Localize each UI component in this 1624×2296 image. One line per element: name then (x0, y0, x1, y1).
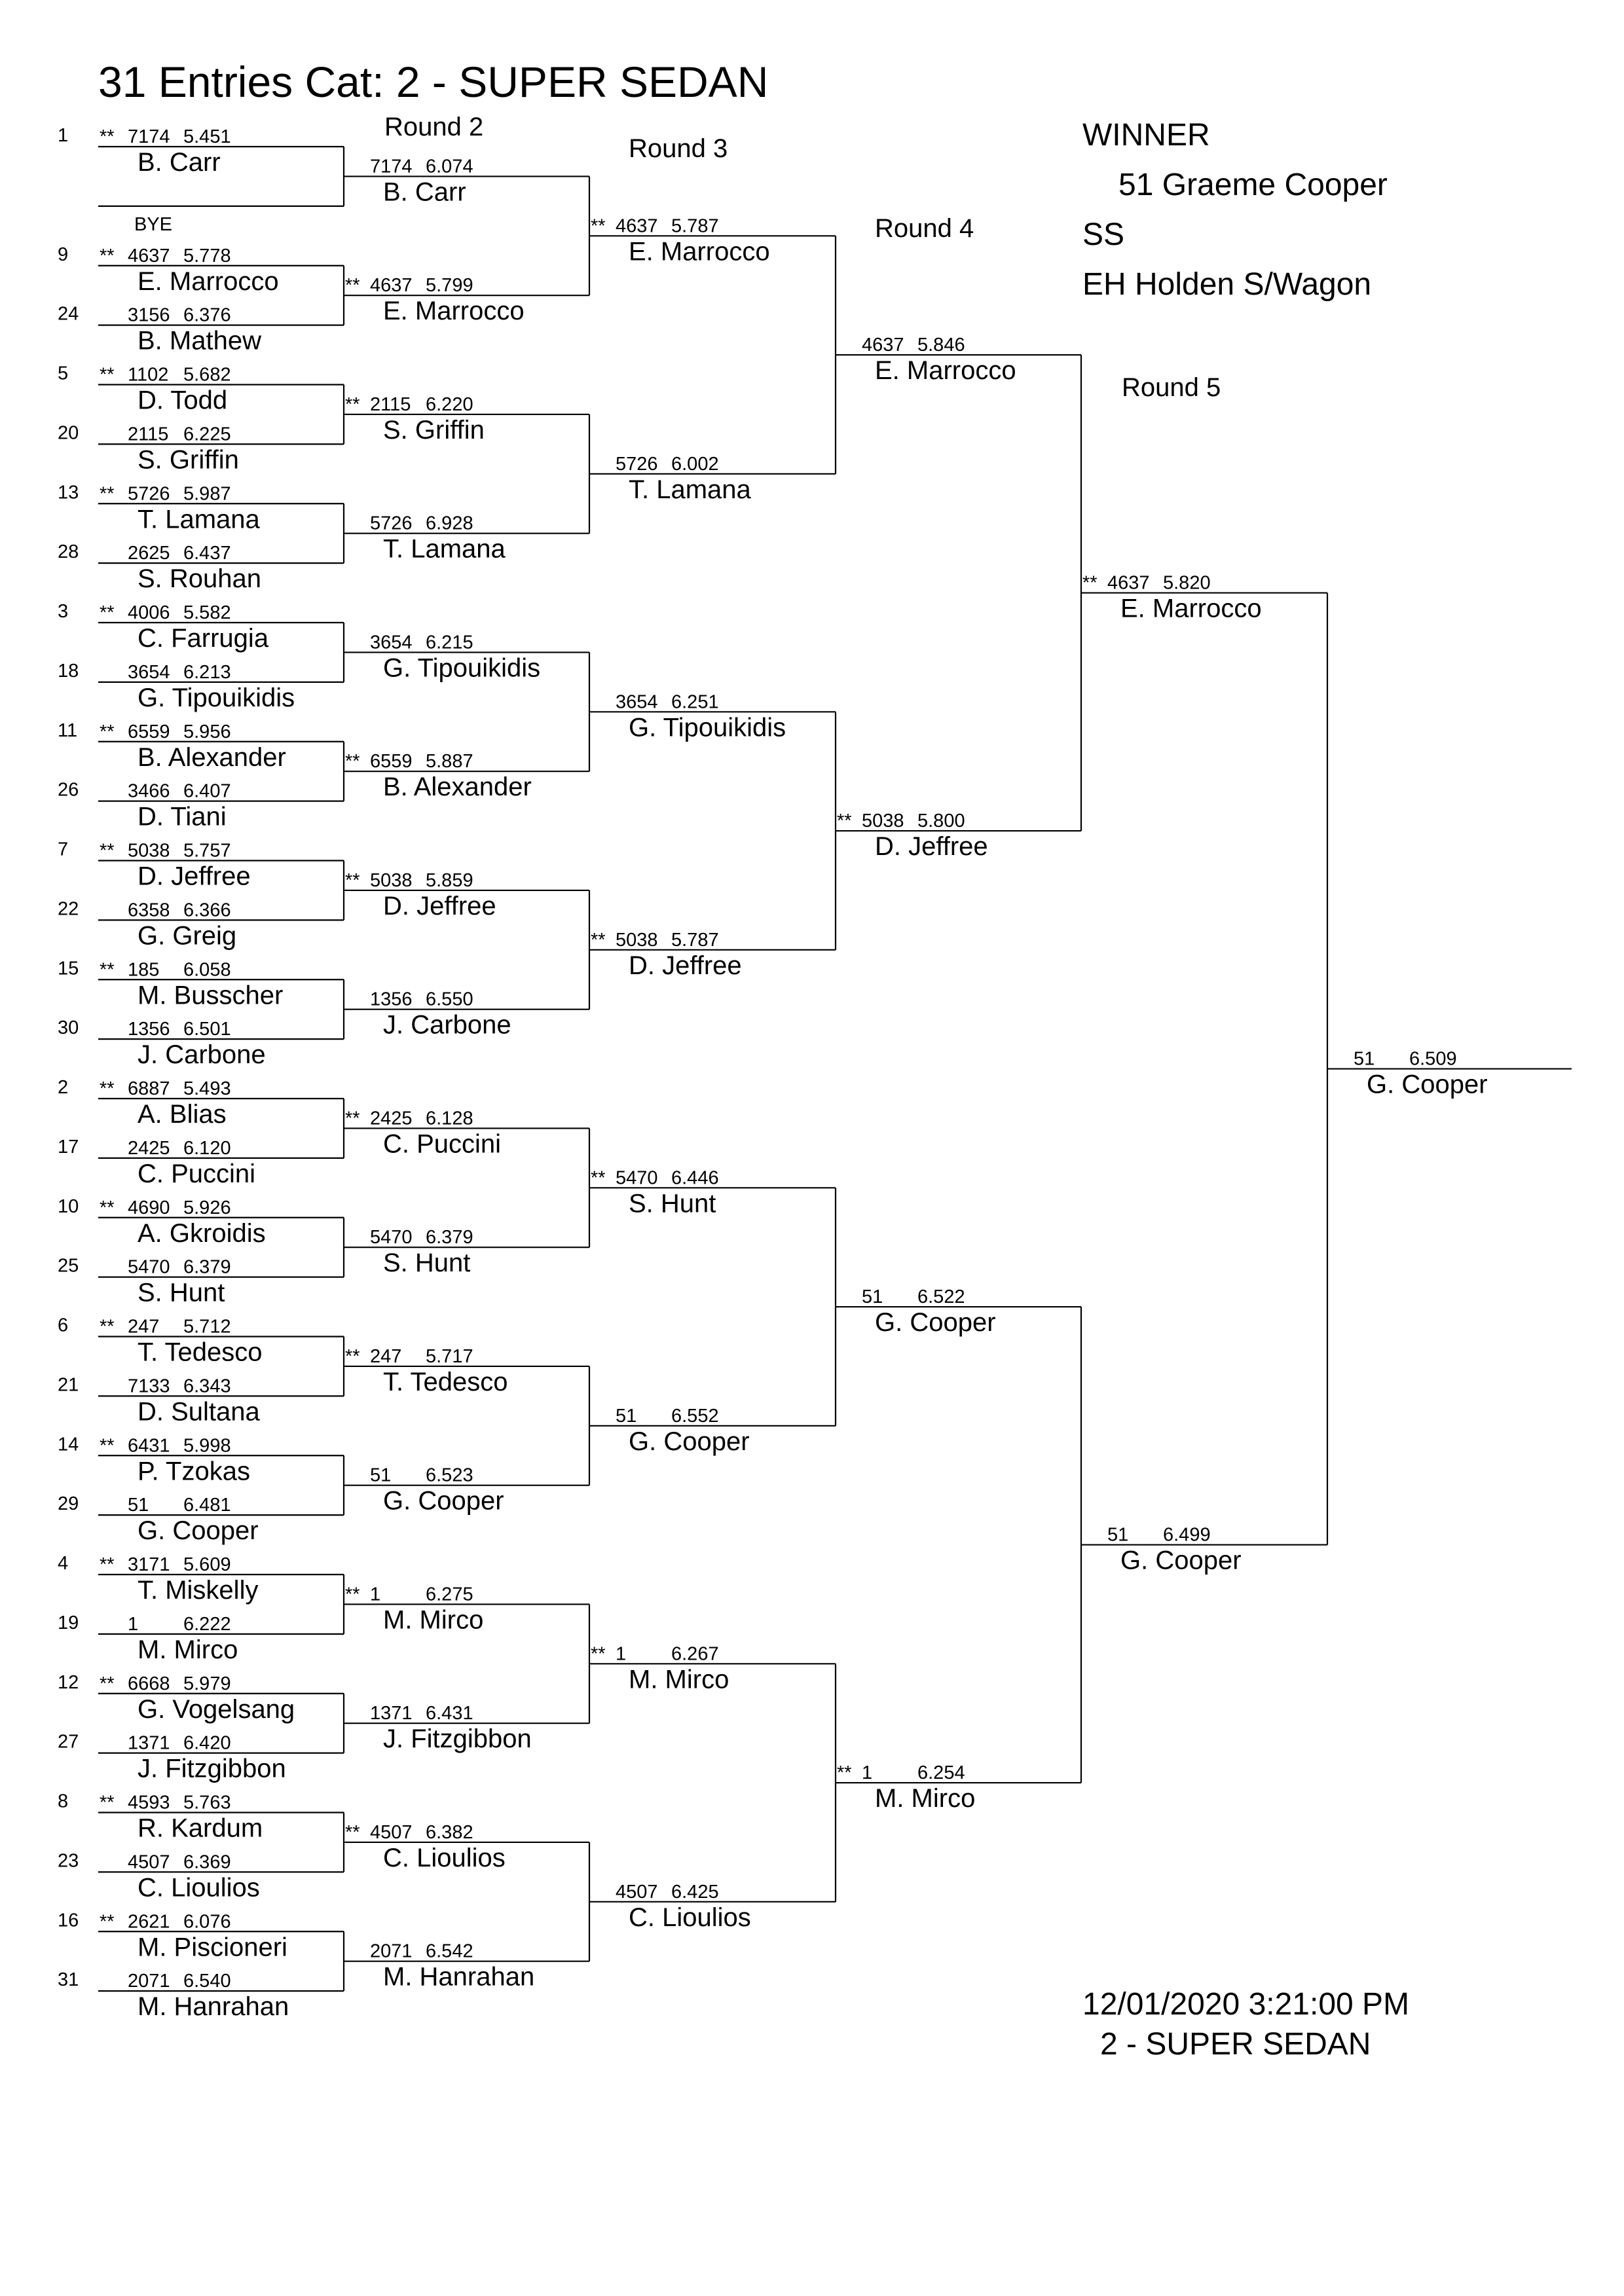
car-number: 5726 (128, 483, 170, 505)
round3-racer-name: G. Tipouikidis (629, 713, 786, 742)
car-number: 2071 (128, 1971, 170, 1992)
car-number: 4507 (128, 1851, 170, 1873)
car-number: 1 (128, 1613, 139, 1635)
round3-racer-name: S. Hunt (629, 1189, 716, 1218)
round2-racer-name: J. Fitzgibbon (383, 1724, 532, 1754)
elapsed-time: 6.076 (183, 1911, 231, 1933)
seed-number: 21 (58, 1374, 79, 1396)
round-3-label: Round 3 (629, 134, 728, 163)
round-5-label: Round 5 (1122, 373, 1221, 402)
elapsed-time: 6.074 (426, 156, 473, 177)
round1-racer-name: S. Rouhan (138, 564, 262, 594)
round1-racer-name: P. Tzokas (138, 1457, 250, 1486)
elapsed-time: 5.987 (183, 483, 231, 505)
car-number: 3654 (370, 632, 413, 653)
round2-racer-name: G. Cooper (383, 1486, 504, 1516)
elapsed-time: 6.267 (671, 1643, 719, 1665)
elapsed-time: 6.552 (671, 1405, 719, 1427)
qualifier-flag: ** (591, 1643, 606, 1665)
round1-racer-name: G. Cooper (138, 1516, 259, 1546)
car-number: 5726 (616, 453, 658, 475)
round5-racer-name: G. Cooper (1120, 1546, 1242, 1575)
elapsed-time: 5.717 (426, 1345, 473, 1367)
elapsed-time: 6.540 (183, 1971, 231, 1992)
seed-number: 12 (58, 1671, 79, 1693)
elapsed-time: 5.682 (183, 364, 231, 386)
round2-racer-name: B. Alexander (383, 773, 532, 802)
elapsed-time: 6.120 (183, 1137, 231, 1159)
car-number: 51 (370, 1465, 392, 1486)
elapsed-time: 5.820 (1163, 572, 1211, 594)
round1-racer-name: J. Fitzgibbon (138, 1754, 286, 1783)
round2-racer-name: C. Puccini (383, 1129, 502, 1159)
seed-number: 31 (58, 1969, 79, 1991)
seed-number: 29 (58, 1493, 79, 1515)
round5-racer-name: E. Marrocco (1120, 594, 1262, 623)
car-number: 6887 (128, 1078, 170, 1099)
elapsed-time: 6.499 (1163, 1524, 1211, 1546)
car-number: 1371 (370, 1703, 413, 1724)
round1-racer-name: S. Griffin (138, 445, 239, 475)
car-number: 1102 (128, 364, 169, 386)
round3-racer-name: T. Lamana (629, 475, 751, 504)
seed-number: 20 (58, 422, 79, 444)
winner-class: SS (1082, 217, 1125, 252)
elapsed-time: 5.451 (183, 126, 231, 147)
qualifier-flag: ** (345, 393, 360, 415)
car-number: 6559 (128, 721, 170, 742)
seed-number: 5 (58, 363, 69, 384)
car-number: 3171 (128, 1554, 170, 1575)
seed-number: 6 (58, 1315, 69, 1336)
winner-box (1082, 118, 1388, 302)
round1-racer-name: D. Tiani (138, 802, 227, 831)
elapsed-time: 6.407 (183, 780, 231, 802)
car-number: 247 (128, 1316, 160, 1338)
qualifier-flag: ** (100, 959, 115, 981)
round4-racer-name: E. Marrocco (875, 356, 1016, 386)
car-number: 4507 (370, 1821, 413, 1843)
qualifier-flag: ** (100, 245, 115, 266)
qualifier-flag: ** (100, 602, 115, 623)
qualifier-flag: ** (100, 1554, 115, 1575)
round1-racer-name: G. Tipouikidis (138, 683, 295, 712)
elapsed-time: 6.481 (183, 1495, 231, 1516)
seed-number: 2 (58, 1077, 69, 1098)
car-number: 51 (862, 1286, 883, 1308)
elapsed-time: 6.382 (426, 1821, 473, 1843)
car-number: 5726 (370, 513, 413, 534)
seed-number: 28 (58, 541, 79, 563)
elapsed-time: 6.128 (426, 1108, 473, 1129)
qualifier-flag: ** (345, 275, 360, 297)
qualifier-flag: ** (100, 1078, 115, 1099)
elapsed-time: 5.493 (183, 1078, 231, 1099)
qualifier-flag: ** (100, 1792, 115, 1813)
elapsed-time: 6.550 (426, 989, 473, 1010)
winner-entry: 51 Graeme Cooper (1118, 168, 1388, 202)
footer-datetime: 12/01/2020 3:21:00 PM (1082, 1987, 1410, 2022)
round3-racer-name: C. Lioulios (629, 1903, 751, 1932)
round1-racer-name: T. Miskelly (138, 1576, 259, 1605)
round1-racer-name: A. Blias (138, 1100, 227, 1129)
elapsed-time: 6.379 (183, 1256, 231, 1278)
round-2-label: Round 2 (384, 113, 484, 141)
qualifier-flag: ** (345, 869, 360, 891)
qualifier-flag: ** (100, 721, 115, 742)
round1-racer-name: B. Alexander (138, 742, 286, 772)
car-number: 1 (616, 1643, 627, 1665)
round1-racer-name: C. Farrugia (138, 624, 269, 653)
elapsed-time: 6.379 (426, 1227, 473, 1248)
seed-number: 11 (58, 720, 78, 741)
footer (1082, 1987, 1409, 2062)
round-4-label: Round 4 (875, 214, 974, 243)
round1-racer-name: J. Carbone (138, 1040, 266, 1070)
car-number: 5038 (862, 811, 904, 832)
car-number: 5470 (128, 1256, 170, 1278)
round1-racer-name: D. Todd (138, 386, 228, 415)
elapsed-time: 6.251 (671, 691, 719, 713)
elapsed-time: 5.787 (671, 929, 719, 951)
qualifier-flag: ** (345, 751, 360, 773)
car-number: 1 (862, 1762, 873, 1784)
elapsed-time: 5.712 (183, 1316, 231, 1338)
round1-racer-name: D. Sultana (138, 1397, 260, 1427)
car-number: 5038 (128, 840, 170, 862)
car-number: 2115 (370, 393, 411, 415)
seed-number: 10 (58, 1195, 79, 1217)
elapsed-time: 6.002 (671, 453, 719, 475)
final-racer-name: G. Cooper (1367, 1070, 1488, 1099)
elapsed-time: 5.998 (183, 1435, 231, 1457)
round3-racer-name: E. Marrocco (629, 237, 770, 266)
car-number: 6668 (128, 1673, 170, 1694)
round2-racer-name: M. Mirco (383, 1605, 484, 1635)
car-number: 4690 (128, 1197, 170, 1218)
car-number: 4637 (1107, 572, 1150, 594)
qualifier-flag: ** (100, 1435, 115, 1457)
round2-racer-name: C. Lioulios (383, 1843, 506, 1872)
seed-number: 9 (58, 244, 69, 265)
car-number: 1356 (370, 989, 413, 1010)
car-number: 3654 (616, 691, 658, 713)
round1-racer-name: B. Mathew (138, 326, 261, 355)
winner-vehicle: EH Holden S/Wagon (1082, 267, 1372, 302)
elapsed-time: 5.757 (183, 840, 231, 862)
round2-racer-name: T. Tedesco (383, 1367, 508, 1396)
qualifier-flag: ** (100, 1197, 115, 1218)
elapsed-time: 5.846 (917, 335, 965, 356)
car-number: 3466 (128, 780, 170, 802)
round1-racer-name: C. Puccini (138, 1159, 256, 1188)
qualifier-flag: ** (100, 483, 115, 505)
elapsed-time: 6.215 (426, 632, 473, 653)
elapsed-time: 5.979 (183, 1673, 231, 1694)
round2-racer-name: D. Jeffree (383, 891, 496, 920)
round3-racer-name: D. Jeffree (629, 951, 742, 980)
footer-category: 2 - SUPER SEDAN (1100, 2027, 1371, 2062)
car-number: 51 (616, 1405, 637, 1427)
round1-racer-name: G. Vogelsang (138, 1694, 295, 1724)
elapsed-time: 5.800 (917, 811, 965, 832)
car-number: 247 (370, 1345, 402, 1367)
seed-number: 1 (58, 125, 69, 146)
elapsed-time: 6.501 (183, 1019, 231, 1040)
round2-racer-name: T. Lamana (383, 534, 506, 564)
seed-number: 14 (58, 1434, 79, 1455)
seed-number: 18 (58, 660, 79, 682)
car-number: 3156 (128, 304, 170, 326)
car-number: 4006 (128, 602, 170, 623)
elapsed-time: 6.509 (1409, 1048, 1457, 1070)
round2-racer-name: J. Carbone (383, 1010, 511, 1040)
elapsed-time: 6.542 (426, 1941, 473, 1962)
car-number: 2621 (128, 1911, 170, 1933)
car-number: 1371 (128, 1732, 170, 1754)
seed-number: 25 (58, 1255, 79, 1277)
seed-number: 23 (58, 1850, 79, 1872)
round2-racer-name: B. Carr (383, 177, 466, 207)
qualifier-flag: ** (100, 1673, 115, 1694)
round1-racer-name: C. Lioulios (138, 1873, 260, 1903)
seed-number: 7 (58, 839, 69, 860)
elapsed-time: 5.609 (183, 1554, 231, 1575)
elapsed-time: 6.343 (183, 1376, 231, 1397)
elapsed-time: 6.058 (183, 959, 231, 981)
qualifier-flag: ** (100, 840, 115, 862)
elapsed-time: 5.582 (183, 602, 231, 623)
qualifier-flag: ** (100, 364, 115, 386)
car-number: 6431 (128, 1435, 170, 1457)
car-number: 4637 (616, 215, 658, 237)
elapsed-time: 5.799 (426, 275, 473, 297)
seed-number: 4 (58, 1553, 69, 1574)
car-number: 2071 (370, 1941, 413, 1962)
car-number: 2625 (128, 543, 170, 564)
qualifier-flag: ** (591, 929, 606, 951)
round1-racer-name: B. Carr (138, 148, 221, 177)
car-number: 2425 (370, 1108, 413, 1129)
round2-racer-name: M. Hanrahan (383, 1962, 535, 1992)
round4-racer-name: D. Jeffree (875, 832, 988, 862)
round1-racer-name: S. Hunt (138, 1278, 225, 1307)
round1-racer-name: M. Hanrahan (138, 1992, 289, 2022)
qualifier-flag: ** (591, 1167, 606, 1189)
elapsed-time: 6.522 (917, 1286, 965, 1308)
qualifier-flag: ** (345, 1584, 360, 1605)
elapsed-time: 6.366 (183, 900, 231, 921)
winner-label: WINNER (1082, 118, 1210, 153)
car-number: 51 (128, 1495, 149, 1516)
round2-racer-name: S. Griffin (383, 415, 485, 445)
elapsed-time: 6.222 (183, 1613, 231, 1635)
car-number: 5470 (616, 1167, 658, 1189)
round4-racer-name: M. Mirco (875, 1784, 976, 1813)
elapsed-time: 6.523 (426, 1465, 473, 1486)
car-number: 6559 (370, 751, 413, 773)
elapsed-time: 6.220 (426, 393, 473, 415)
round2-racer-name: S. Hunt (383, 1248, 471, 1278)
elapsed-time: 5.926 (183, 1197, 231, 1218)
seed-number: 26 (58, 779, 79, 801)
elapsed-time: 5.787 (671, 215, 719, 237)
car-number: 1 (370, 1584, 381, 1605)
elapsed-time: 5.859 (426, 869, 473, 891)
round4-racer-name: G. Cooper (875, 1308, 996, 1338)
qualifier-flag: ** (837, 811, 852, 832)
page-title: 31 Entries Cat: 2 - SUPER SEDAN (98, 58, 769, 106)
qualifier-flag: ** (100, 126, 115, 147)
seed-number: 27 (58, 1731, 79, 1753)
seed-number: 22 (58, 898, 79, 920)
elapsed-time: 6.254 (917, 1762, 965, 1784)
seed-number: 24 (58, 303, 79, 325)
car-number: 4593 (128, 1792, 170, 1813)
qualifier-flag: ** (345, 1345, 360, 1367)
car-number: 185 (128, 959, 160, 981)
elapsed-time: 6.431 (426, 1703, 473, 1724)
seed-number: 3 (58, 601, 69, 622)
qualifier-flag: ** (345, 1108, 360, 1129)
seed-number: 19 (58, 1612, 79, 1633)
seed-number: 30 (58, 1017, 79, 1039)
round1-racer-name: M. Busscher (138, 981, 284, 1010)
car-number: 2425 (128, 1137, 170, 1159)
car-number: 6358 (128, 900, 170, 921)
round1-racer-name: M. Mirco (138, 1635, 238, 1664)
round2-racer-name: E. Marrocco (383, 297, 525, 326)
seed-number: 13 (58, 482, 79, 503)
car-number: 51 (1107, 1524, 1129, 1546)
car-number: 51 (1354, 1048, 1375, 1070)
qualifier-flag: ** (837, 1762, 852, 1784)
round1-racer-name: D. Jeffree (138, 862, 251, 891)
car-number: 3654 (128, 661, 170, 683)
seed-number: 8 (58, 1791, 69, 1812)
seed-number: 17 (58, 1136, 79, 1157)
round1-racer-name: R. Kardum (138, 1813, 263, 1843)
elapsed-time: 6.213 (183, 661, 231, 683)
car-number: 4637 (128, 245, 170, 266)
car-number: 2115 (128, 424, 169, 445)
qualifier-flag: ** (1082, 572, 1098, 594)
elapsed-time: 6.369 (183, 1851, 231, 1873)
car-number: 7133 (128, 1376, 170, 1397)
round1-racer-name: G. Greig (138, 921, 237, 951)
round1-racer-name: E. Marrocco (138, 266, 279, 296)
bracket (58, 125, 1572, 2021)
car-number: 4637 (370, 275, 413, 297)
qualifier-flag: ** (591, 215, 606, 237)
car-number: 4637 (862, 335, 904, 356)
round2-racer-name: G. Tipouikidis (383, 653, 541, 683)
round1-racer-name: A. Gkroidis (138, 1218, 266, 1248)
car-number: 4507 (616, 1881, 658, 1903)
car-number: 5038 (370, 869, 413, 891)
elapsed-time: 5.887 (426, 751, 473, 773)
elapsed-time: 6.437 (183, 543, 231, 564)
elapsed-time: 5.956 (183, 721, 231, 742)
elapsed-time: 6.425 (671, 1881, 719, 1903)
car-number: 1356 (128, 1019, 170, 1040)
bye-label: BYE (134, 213, 173, 235)
elapsed-time: 6.420 (183, 1732, 231, 1754)
car-number: 7174 (128, 126, 170, 147)
elapsed-time: 6.376 (183, 304, 231, 326)
elapsed-time: 5.778 (183, 245, 231, 266)
elapsed-time: 6.446 (671, 1167, 719, 1189)
car-number: 7174 (370, 156, 413, 177)
car-number: 5470 (370, 1227, 413, 1248)
round1-racer-name: T. Tedesco (138, 1338, 263, 1367)
elapsed-time: 6.275 (426, 1584, 473, 1605)
elapsed-time: 6.225 (183, 424, 231, 445)
qualifier-flag: ** (345, 1821, 360, 1843)
seed-number: 15 (58, 958, 79, 979)
elapsed-time: 6.928 (426, 513, 473, 534)
elapsed-time: 5.763 (183, 1792, 231, 1813)
seed-number: 16 (58, 1910, 79, 1931)
car-number: 5038 (616, 929, 658, 951)
round1-racer-name: M. Piscioneri (138, 1933, 287, 1962)
qualifier-flag: ** (100, 1911, 115, 1933)
round1-racer-name: T. Lamana (138, 505, 260, 534)
round3-racer-name: G. Cooper (629, 1427, 750, 1456)
qualifier-flag: ** (100, 1316, 115, 1338)
round3-racer-name: M. Mirco (629, 1665, 729, 1694)
